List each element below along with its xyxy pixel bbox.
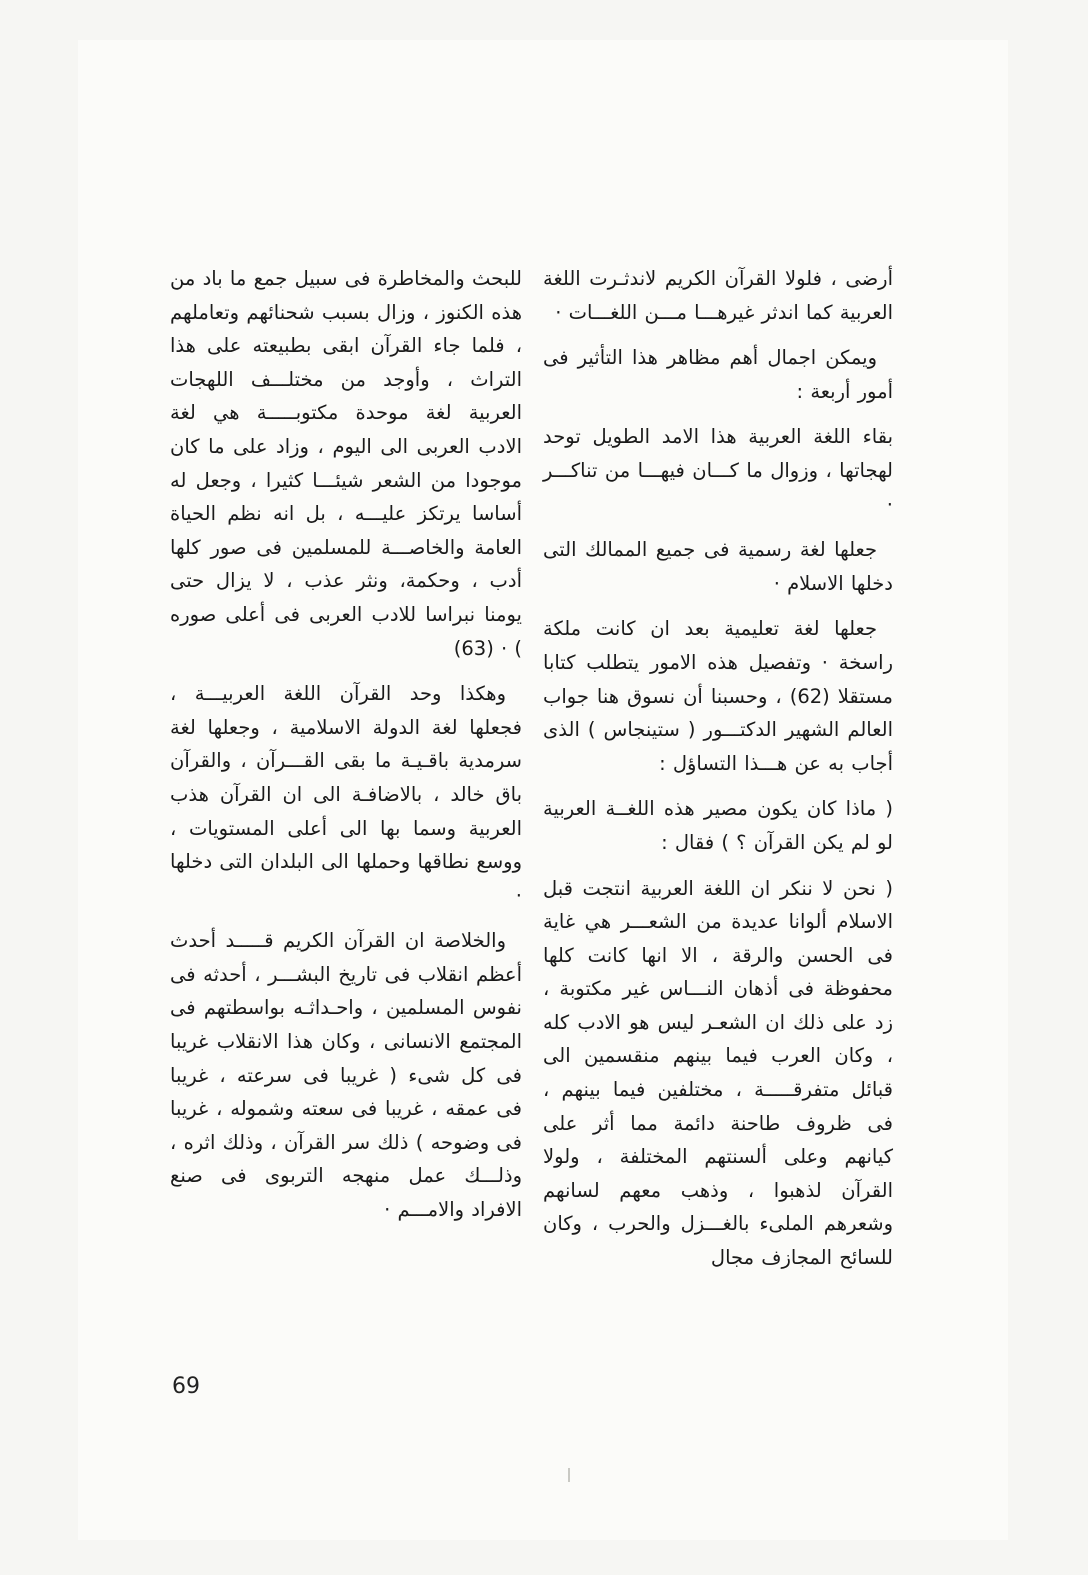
paragraph: ( ماذا كان يكون مصير هذه اللغــة العربية لو لم يكن القرآن ؟ ) فقال : [543, 797, 893, 854]
paragraph: ويمكن اجمال أهم مظاهر هذا التأثير فى أمور أربعة : [543, 346, 893, 403]
paragraph: للبحث والمخاطرة فى سبيل جمع ما باد من هذه الكنوز ، وزال بسبب شحنائهم وتعاملهم ، فلما جاء القرآن ابقى بطبيعته على هذا التراث ، وأوجد من مختلـــف اللهجات العربية لغة موحدة مكتوبـــــة هي لغة الادب العربى الى اليوم ، وزاد على ما كان موجودا من الشعر شيئـــا كثيرا ، وجعل له أساسا يرتكز عليـــه ، بل انه نظم الحياة العامة والخاصـــة للمسلمين فى صور كلها أدب ، وحكمة، ونثر عذب ، لا يزال حتى يومنا نبراسا للادب العربى فى أعلى صوره ) · (63) [170, 267, 522, 660]
paragraph: وهكذا وحد القرآن اللغة العربيـــة ، فجعلها لغة الدولة الاسلامية ، وجعلها لغة سرمدية باقـيـة ما بقى القـــرآن ، والقرآن باق خالد ، بالاضافـة الى ان القرآن هذب العربية وسما بها الى أعلى المستويات ، ووسع نطاقها وحملها الى البلدان التى دخلها · [170, 682, 522, 907]
paragraph: بقاء اللغة العربية هذا الامد الطويل توحد لهجاتها ، وزوال ما كـــان فيهـــا من تناكـــر · [543, 425, 893, 516]
paragraph: ( نحن لا ننكر ان اللغة العربية انتجت قبل الاسلام ألوانا عديدة من الشعـــر هي غاية فى الحسن والرقة ، الا انها كانت كلها محفوظة فى أذهان النـــاس غير مكتوبة ، زد على ذلك ان الشعـر ليس هو الادب كله ، وكان العرب فيما بينهم منقسمين الى قبائل متفرقـــــة ، مختلفين فيما بينهم ، فى ظروف طاحنة دائمة مما أثر على كيانهم وعلى ألسنتهم المختلفة ، ولولا القرآن لذهبوا ، وذهب معهم لسانهم وشعرهم الملىء بالغـــزل والحرب ، وكان للسائح المجازف مجال [543, 876, 893, 1270]
paragraph: والخلاصة ان القرآن الكريم قـــــد أحدث أعظم انقلاب فى تاريخ البشـــر ، أحدثه فى نفوس المسلمين ، واحـداثـه بواسطتهم فى المجتمع الانسانى ، وكان هذا الانقلاب غريبا فى كل شىء ( غريبا فى سرعته ، غريبا فى عمقه ، غريبا فى سعته وشموله ، غريبا فى وضوحه ) ذلك سر القرآن ، وذلك اثره ، وذلـــك عمل منهجه التربوى فى صنع الافراد والامـــم · [170, 929, 522, 1222]
page-number: 69 [172, 1374, 200, 1399]
right-text-column [543, 262, 893, 1275]
paragraph: أرضى ، فلولا القرآن الكريم لاندثـرت اللغة العربية كما اندثر غيرهـــا مـــن اللغـــات · [543, 267, 893, 324]
left-text-column [170, 262, 522, 1227]
paragraph: جعلها لغة تعليمية بعد ان كانت ملكة راسخة · وتفصيل هذه الامور يتطلب كتابا مستقلا (62) ، وحسبنا أن نسوق هنا جواب العالم الشهير الدكتـــور ( ستينجاس ) الذى أجاب به عن هـــذا التساؤل : [543, 617, 893, 775]
scan-artifact [568, 1468, 570, 1482]
paragraph: جعلها لغة رسمية فى جميع الممالك التى دخلها الاسلام · [543, 538, 893, 595]
